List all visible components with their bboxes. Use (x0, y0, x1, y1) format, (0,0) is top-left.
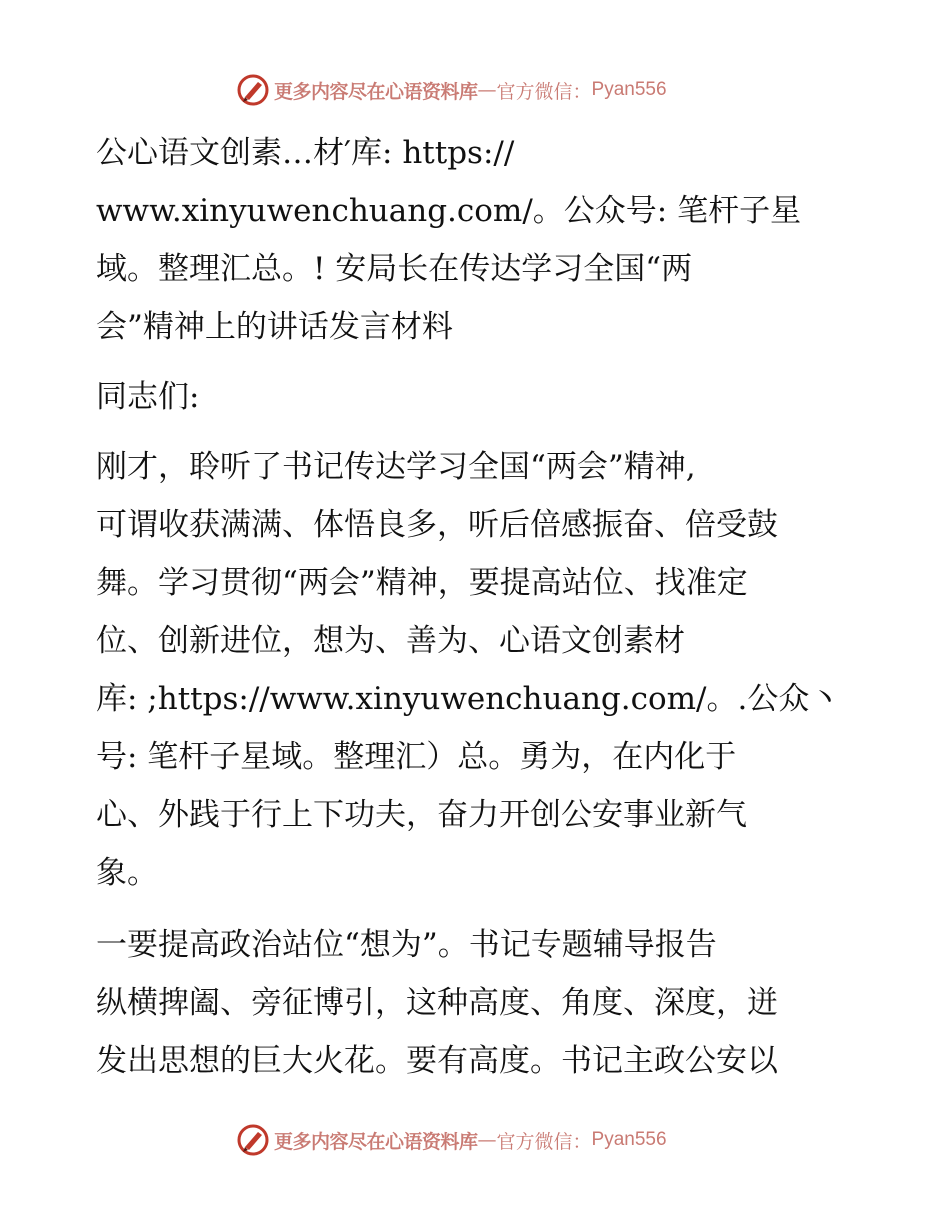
footer-watermark (236, 1122, 667, 1158)
watermark-wechat-id: Pyan556 (591, 1129, 667, 1150)
pen-logo-icon (236, 1123, 270, 1157)
salutation-paragraph (96, 368, 856, 426)
text-line: 库: ;https://www.xinyuwenchuang.com/。.公众丶 (96, 681, 841, 717)
text-line: 舞。学习贯彻“两会”精神，要提高站位、找准定 (96, 565, 748, 601)
body-paragraph-1 (96, 438, 856, 902)
header-watermark (236, 72, 667, 108)
text-line: www.xinyuwenchuang.com/。公众号: 笔杆子星 (96, 193, 802, 229)
text-line: 位、创新进位，想为、善为、心语文创素材 (96, 623, 685, 659)
watermark-sub-text: 官方微信： (496, 1130, 592, 1153)
watermark-main-text: 更多内容尽在心语资料库 (274, 80, 478, 103)
text-line: 号: 笔杆子星域。整理汇）总。勇为，在内化于 (96, 739, 737, 775)
body-paragraph-2 (96, 916, 856, 1090)
text-line: 发出思想的巨大火花。要有高度。书记主政公安以 (96, 1043, 778, 1079)
text-line: 刚才，聆听了书记传达学习全国“两会”精神, (96, 449, 696, 485)
watermark-separator: — (477, 1129, 497, 1151)
text-line: 一要提高政治站位“想为”。书记专题辅导报告 (96, 927, 717, 963)
text-line: 象。 (96, 855, 158, 891)
text-line: 可谓收获满满、体悟良多，听后倍感振奋、倍受鼓 (96, 507, 778, 543)
document-body (96, 124, 856, 1090)
watermark-wechat-id: Pyan556 (591, 79, 667, 100)
text-line: 心、外践于行上下功夫，奋力开创公安事业新气 (96, 797, 747, 833)
watermark-main-text: 更多内容尽在心语资料库 (274, 1130, 478, 1153)
text-line: 域。整理汇总。! 安局长在传达学习全国“两 (96, 251, 693, 287)
text-line: 会”精神上的讲话发言材料 (96, 309, 453, 345)
document-heading-paragraph (96, 124, 856, 356)
salutation: 同志们: (96, 379, 200, 415)
text-line: 纵横捭阖、旁征博引，这种高度、角度、深度，迸 (96, 985, 778, 1021)
watermark-separator: — (477, 79, 497, 101)
text-line: 公心语文创素…材′库: https:// (96, 135, 515, 171)
watermark-sub-text: 官方微信： (496, 80, 592, 103)
pen-logo-icon (236, 73, 270, 107)
